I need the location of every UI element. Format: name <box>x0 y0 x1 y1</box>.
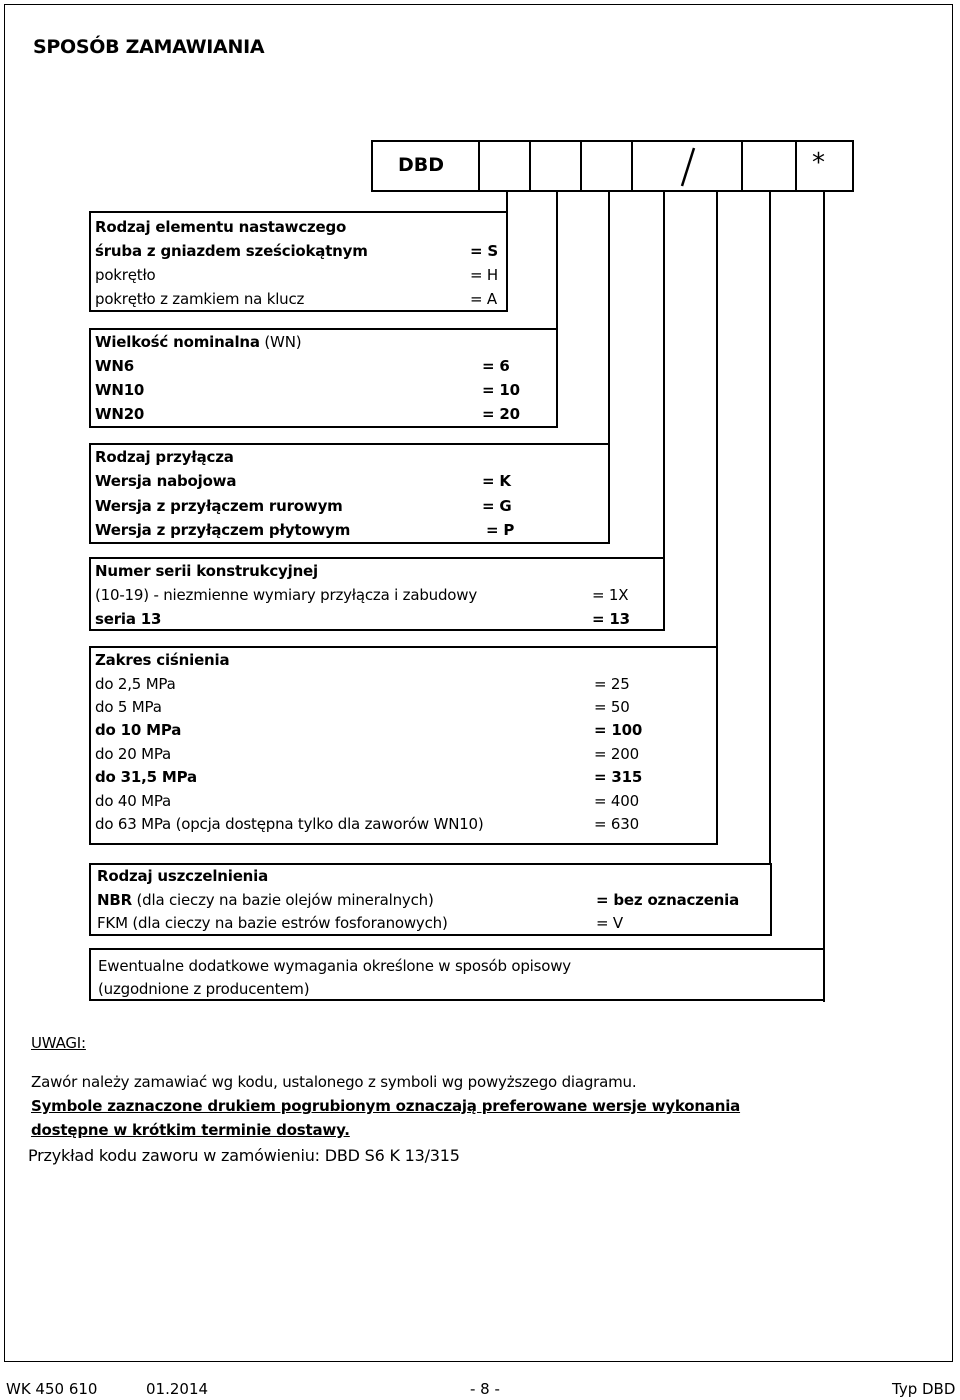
connector-line <box>823 192 825 1002</box>
option-code: = G <box>482 497 512 515</box>
code-cell-divider <box>529 140 531 192</box>
group-heading <box>95 335 301 350</box>
option-code: = 200 <box>594 745 639 763</box>
group-heading: Rodzaj uszczelnienia <box>97 867 269 885</box>
option-label: (10-19) - niezmienne wymiary przyłącza i zabudowy <box>95 586 478 604</box>
option-label: Wersja nabojowa <box>95 472 237 490</box>
connector-line <box>663 192 665 562</box>
code-cell-divider <box>478 140 480 192</box>
option-label: do 2,5 MPa <box>95 675 176 693</box>
option-label: FKM (dla cieczy na bazie estrów fosforanowych) <box>97 914 448 932</box>
option-code: = bez oznaczenia <box>596 891 740 909</box>
code-cell-divider <box>741 140 743 192</box>
option-code: = 100 <box>594 721 643 739</box>
option-code: = 20 <box>482 405 520 423</box>
connector-line <box>556 192 558 328</box>
code-prefix: DBD <box>398 154 445 176</box>
code-cell-divider <box>795 140 797 192</box>
page-title: SPOSÓB ZAMAWIANIA <box>33 36 265 58</box>
option-label: pokrętło z zamkiem na klucz <box>95 290 305 308</box>
code-cell-divider <box>631 140 633 192</box>
group-heading: Rodzaj przyłącza <box>95 448 234 466</box>
footer-page-number: - 8 - <box>470 1380 500 1398</box>
option-code: = 630 <box>594 815 639 833</box>
option-code: = P <box>486 521 515 539</box>
option-label-rest: (dla cieczy na bazie olejów mineralnych) <box>131 891 434 909</box>
option-label: do 10 MPa <box>95 721 182 739</box>
star-icon: * <box>812 148 825 178</box>
footer-type: Typ DBD <box>892 1380 956 1398</box>
order-example: Przykład kodu zaworu w zamówieniu: DBD S6 K 13/315 <box>28 1146 460 1165</box>
group-heading: Zakres ciśnienia <box>95 651 230 669</box>
option-code: = 315 <box>594 768 643 786</box>
option-label: śruba z gniazdem sześciokątnym <box>95 242 368 260</box>
group-heading-suffix: (WN) <box>264 333 302 351</box>
footer-doc-number: WK 450 610 <box>6 1380 98 1398</box>
option-code: = H <box>470 266 499 284</box>
option-label: Wersja z przyłączem rurowym <box>95 497 343 515</box>
extra-line: (uzgodnione z producentem) <box>98 980 310 998</box>
notes-heading: UWAGI: <box>31 1034 86 1052</box>
option-label: pokrętło <box>95 266 156 284</box>
option-code: = 400 <box>594 792 639 810</box>
option-code: = 6 <box>482 357 510 375</box>
option-label: do 40 MPa <box>95 792 172 810</box>
option-code: = 1X <box>592 586 629 604</box>
option-code: = V <box>596 914 623 932</box>
option-label: do 20 MPa <box>95 745 172 763</box>
slash-separator-icon <box>672 140 702 192</box>
option-label: WN6 <box>95 357 134 375</box>
option-code: = 25 <box>594 675 630 693</box>
extra-line: Ewentualne dodatkowe wymagania określone w sposób opisowy <box>98 957 571 975</box>
option-label: seria 13 <box>95 610 162 628</box>
connector-line <box>716 192 718 650</box>
option-label-bold: NBR <box>97 891 132 909</box>
option-code: = A <box>470 290 497 308</box>
option-label: WN10 <box>95 381 145 399</box>
option-label: do 63 MPa (opcja dostępna tylko dla zaworów WN10) <box>95 815 484 833</box>
group-heading: Rodzaj elementu nastawczego <box>95 218 347 236</box>
option-code: = S <box>470 242 498 260</box>
option-code: = 50 <box>594 698 630 716</box>
footer-date: 01.2014 <box>146 1380 209 1398</box>
connector-line <box>506 192 508 212</box>
option-code: = 13 <box>592 610 630 628</box>
note-line: Zawór należy zamawiać wg kodu, ustalonego z symboli wg powyższego diagramu. <box>31 1073 637 1091</box>
group-heading: Numer serii konstrukcyjnej <box>95 562 318 580</box>
connector-line <box>769 192 771 864</box>
note-line: dostępne w krótkim terminie dostawy. <box>31 1121 350 1139</box>
option-code: = K <box>482 472 511 490</box>
option-code: = 10 <box>482 381 520 399</box>
group-heading-text: Wielkość nominalna <box>95 333 260 351</box>
option-label <box>97 893 434 908</box>
note-line: Symbole zaznaczone drukiem pogrubionym oznaczają preferowane wersje wykonania <box>31 1097 741 1115</box>
option-label: do 5 MPa <box>95 698 162 716</box>
option-label: Wersja z przyłączem płytowym <box>95 521 351 539</box>
code-cell-divider <box>580 140 582 192</box>
option-label: do 31,5 MPa <box>95 768 197 786</box>
option-label: WN20 <box>95 405 145 423</box>
connector-line <box>608 192 610 446</box>
